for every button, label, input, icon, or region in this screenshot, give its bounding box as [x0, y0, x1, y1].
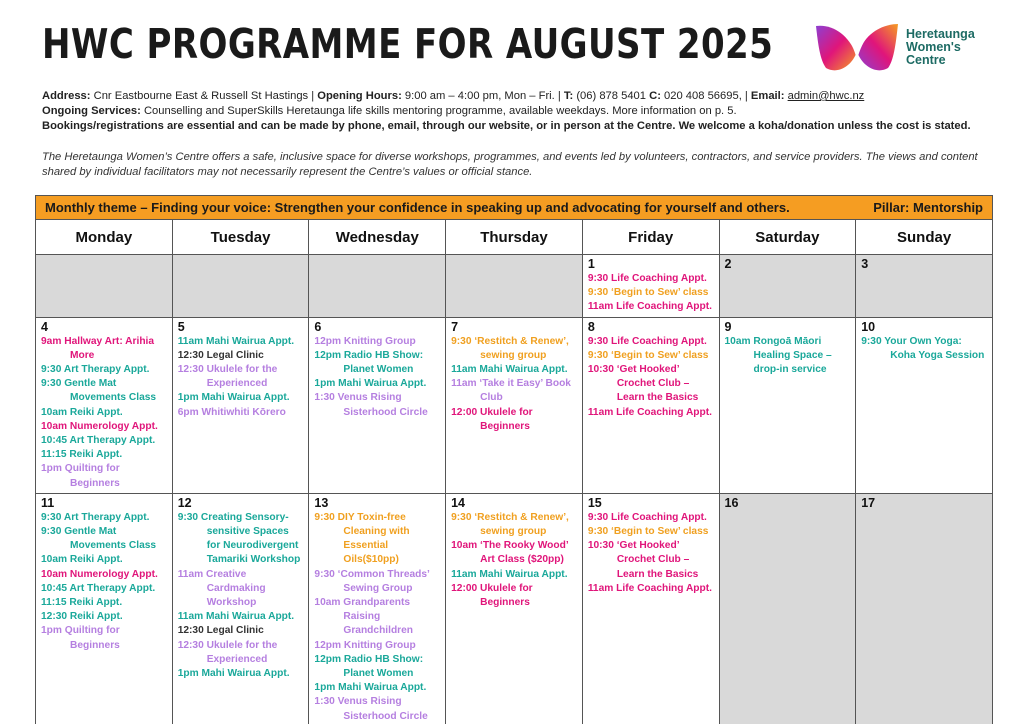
address-line	[42, 89, 992, 104]
butterfly-logo-icon	[812, 20, 902, 76]
calendar-day-cell	[172, 493, 309, 724]
pillar: Pillar: Mentorship	[873, 200, 983, 215]
event-item: 9:30 ‘Restitch & Renew’, sewing group	[451, 511, 569, 538]
event-item: 1pm Mahi Wairua Appt.	[177, 668, 290, 680]
event-item: 9:30 ‘Begin to Sew’ class	[587, 526, 709, 538]
event-item: 10:45 Art Therapy Appt.	[41, 582, 156, 594]
event-item: 11am ‘Take it Easy’ Book Club	[451, 378, 571, 404]
event-item: 10am Grandparents Raising Grandchildren	[314, 597, 414, 637]
email-link[interactable]: admin@hwc.nz	[787, 90, 865, 102]
event-item: 11am Life Coaching Appt.	[587, 301, 712, 313]
weekday-header: Friday	[582, 220, 719, 255]
monthly-theme-bar	[35, 195, 993, 220]
event-item: 10am Numerology Appt.	[41, 420, 158, 432]
event-item: 9:30 ‘Begin to Sew’ class	[587, 287, 709, 299]
event-item: 11:15 Reiki Appt.	[41, 597, 123, 609]
event-item: 12:30 Legal Clinic	[177, 349, 264, 361]
event-item: 6pm Whitiwhiti Kōrero	[177, 406, 286, 418]
calendar-day-cell	[719, 493, 856, 724]
event-item: 11am Mahi Wairua Appt.	[177, 335, 295, 347]
weekday-header: Tuesday	[172, 220, 309, 255]
day-number: 3	[861, 257, 869, 271]
event-item: 12:30 Reiki Appt.	[41, 611, 123, 623]
event-item: 10am ‘The Rooky Wood’ Art Class ($20pp)	[451, 540, 569, 566]
event-item: 11am Mahi Wairua Appt.	[451, 568, 568, 580]
calendar-day-cell	[36, 317, 173, 493]
calendar-day-cell	[446, 255, 583, 318]
phone-label: T:	[563, 90, 574, 102]
event-item: 9:30 Your Own Yoga: Koha Yoga Session	[861, 335, 985, 361]
event-item: 9:30 DIY Toxin-free Cleaning with Essential Oils($10pp)	[314, 511, 410, 566]
event-item: 9:30 ‘Begin to Sew’ class	[587, 349, 709, 361]
calendar-day-cell	[446, 493, 583, 724]
bookings-text: Bookings/registrations are essential and can be made by phone, email, through our website, or in person at the Centre. We welcome a koha/donation unless the cost is stated.	[42, 120, 971, 132]
event-item: 1pm Quilting for Beginners	[41, 625, 120, 651]
event-item: 10am Rongoā Māori Healing Space – drop-in service	[724, 335, 832, 376]
event-item: 12:00 Ukulele for Beginners	[451, 406, 533, 432]
phone: (06) 878 5401	[573, 90, 650, 102]
calendar-day-cell	[172, 255, 309, 318]
contact-info	[42, 89, 992, 134]
calendar-day-cell	[582, 255, 719, 318]
event-item: 9:30 Life Coaching Appt.	[587, 335, 707, 347]
logo-text: Heretaunga Women's Centre	[906, 27, 975, 67]
event-item: 11am Life Coaching Appt.	[587, 406, 712, 418]
day-number: 2	[724, 257, 732, 271]
email-label: Email:	[750, 90, 785, 102]
calendar-day-cell	[309, 255, 446, 318]
event-item: 12:30 Legal Clinic	[177, 625, 264, 637]
disclaimer: The Heretaunga Women’s Centre offers a safe, inclusive space for diverse workshops, programmes, and events led by volunteers, contractors, and service providers. The views and content shared by individual facilitators may not necessarily represent the Centre’s values or official stance.	[42, 151, 978, 178]
weekday-header: Saturday	[719, 220, 856, 255]
hours-label: Opening Hours:	[317, 90, 402, 102]
event-item: 9:30 Gentle Mat Movements Class	[41, 526, 157, 552]
week-row	[36, 255, 993, 318]
event-item: 12pm Radio HB Show: Planet Women	[314, 653, 424, 680]
calendar-day-cell	[36, 255, 173, 318]
day-number: 11	[41, 495, 55, 510]
week-row	[36, 317, 993, 493]
calendar-day-cell	[172, 317, 309, 493]
calendar-day-cell	[856, 255, 993, 318]
weekday-header-row	[36, 220, 993, 255]
ongoing-label: Ongoing Services:	[42, 105, 141, 117]
event-item: 9am Hallway Art: Arihia More	[41, 335, 155, 361]
event-item: 9:30 Life Coaching Appt.	[587, 511, 707, 523]
day-number: 15	[587, 495, 602, 510]
event-item: 1pm Quilting for Beginners	[41, 463, 120, 489]
calendar-day-cell	[582, 493, 719, 724]
day-number: 5	[177, 319, 185, 334]
event-item: 10:45 Art Therapy Appt.	[41, 435, 156, 447]
event-item: 10:30 ‘Get Hooked’ Crochet Club – Learn the Basics	[587, 540, 699, 580]
event-item: 12:30 Ukulele for the Experienced	[177, 364, 278, 390]
day-number: 17	[861, 495, 876, 510]
calendar-day-cell	[719, 317, 856, 493]
event-item: 12pm Radio HB Show: Planet Women	[314, 349, 424, 376]
weekday-header: Wednesday	[309, 220, 446, 255]
event-item: 1:30 Venus Rising Sisterhood Circle	[314, 696, 428, 722]
day-number: 14	[451, 495, 466, 510]
event-item: 12:00 Ukulele for Beginners	[451, 582, 533, 609]
event-item: 10am Reiki Appt.	[41, 554, 123, 566]
calendar-day-cell	[856, 493, 993, 724]
event-item: 10am Reiki Appt.	[41, 406, 123, 418]
calendar-day-cell	[309, 317, 446, 493]
day-number: 9	[724, 319, 732, 334]
day-number: 16	[724, 495, 739, 510]
event-item: 1pm Mahi Wairua Appt.	[177, 392, 290, 404]
event-item: 10:30 ‘Get Hooked’ Crochet Club – Learn the Basics	[587, 364, 699, 404]
event-item: 11am Mahi Wairua Appt.	[177, 611, 295, 623]
calendar-day-cell	[719, 255, 856, 318]
day-number: 7	[451, 319, 459, 334]
event-item: 1:30 Venus Rising Sisterhood Circle	[314, 392, 428, 418]
weekday-header: Thursday	[446, 220, 583, 255]
event-item: 10am Numerology Appt.	[41, 568, 158, 580]
event-item: 12:30 Ukulele for the Experienced	[177, 639, 278, 665]
calendar-day-cell	[446, 317, 583, 493]
address: Cnr Eastbourne East & Russell St Hastings |	[90, 90, 318, 102]
event-item: 12pm Knitting Group	[314, 335, 416, 347]
day-number: 1	[587, 257, 595, 271]
event-item: 11am Creative Cardmaking Workshop	[177, 568, 266, 609]
day-number: 8	[587, 319, 595, 334]
event-item: 11am Mahi Wairua Appt.	[451, 364, 568, 376]
day-number: 13	[314, 495, 329, 510]
event-item: 9:30 Art Therapy Appt.	[41, 364, 150, 376]
event-item: 11am Life Coaching Appt.	[587, 582, 712, 594]
day-number: 4	[41, 319, 48, 334]
address-label: Address:	[42, 90, 91, 102]
monthly-theme: Monthly theme – Finding your voice: Strengthen your confidence in speaking up and advocating for yourself and others.	[45, 200, 790, 215]
page-title: HWC PROGRAMME FOR AUGUST 2025	[42, 20, 774, 68]
event-item: 9:30 ‘Common Threads’ Sewing Group	[314, 568, 430, 594]
day-number: 12	[177, 495, 192, 510]
ongoing-services: Counselling and SuperSkills Heretaunga life skills mentoring programme, available weekdays. More information on p. 5.	[140, 105, 737, 117]
day-number: 10	[861, 319, 876, 334]
event-item: 12pm Knitting Group	[314, 639, 416, 651]
weekday-header: Sunday	[856, 220, 993, 255]
hours: 9:00 am – 4:00 pm, Mon – Fri. |	[401, 90, 564, 102]
calendar-table	[35, 219, 993, 724]
event-item: 9:30 Gentle Mat Movements Class	[41, 378, 157, 404]
event-item: 9:30 Life Coaching Appt.	[587, 273, 707, 284]
event-item: 9:30 Creating Sensory-sensitive Spaces for Neurodivergent Tamariki Workshop	[177, 511, 301, 566]
cell-label: C:	[649, 90, 661, 102]
event-item: 1pm Mahi Wairua Appt.	[314, 682, 427, 694]
hwc-logo	[812, 20, 992, 76]
bookings-line	[42, 119, 992, 134]
calendar-day-cell	[582, 317, 719, 493]
event-item: 11:15 Reiki Appt.	[41, 449, 123, 461]
week-row	[36, 493, 993, 724]
event-item: 9:30 ‘Restitch & Renew’, sewing group	[451, 335, 569, 361]
calendar-day-cell	[309, 493, 446, 724]
calendar-day-cell	[36, 493, 173, 724]
weekday-header: Monday	[36, 220, 173, 255]
day-number: 6	[314, 319, 322, 334]
event-item: 9:30 Art Therapy Appt.	[41, 511, 150, 523]
event-item: 1pm Mahi Wairua Appt.	[314, 378, 427, 390]
calendar-day-cell	[856, 317, 993, 493]
cell: 020 408 56695, |	[660, 90, 751, 102]
ongoing-line	[42, 104, 992, 119]
